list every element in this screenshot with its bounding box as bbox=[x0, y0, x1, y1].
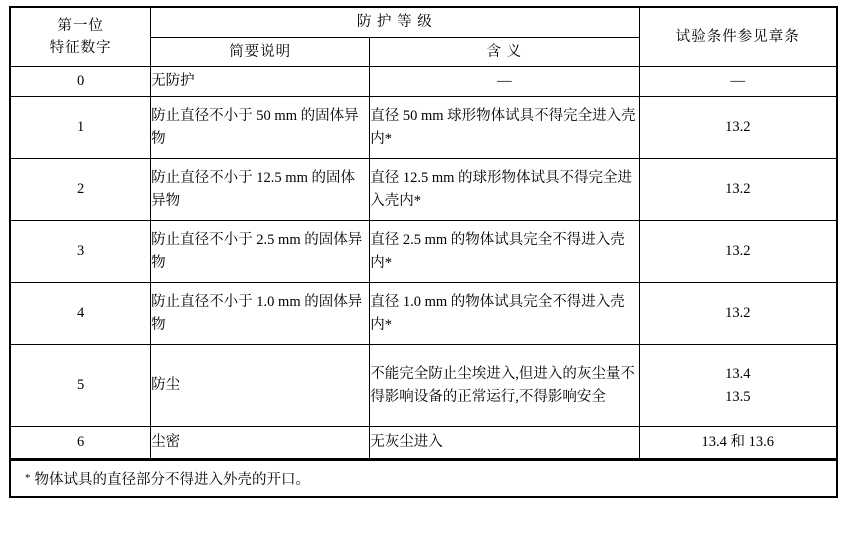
table-row bbox=[10, 159, 837, 221]
document-page bbox=[0, 6, 855, 540]
cell-digit: 3 bbox=[10, 221, 151, 283]
cell-reference: 13.2 bbox=[639, 97, 837, 159]
cell-reference-line1: 13.4 bbox=[725, 366, 751, 383]
table-row bbox=[10, 283, 837, 345]
cell-brief: 防止直径不小于 12.5 mm 的固体异物 bbox=[151, 159, 370, 221]
cell-reference-line2: 13.5 bbox=[725, 388, 751, 405]
header-first-digit-line1: 第一位 bbox=[57, 17, 104, 34]
header-first-digit-line2: 特征数字 bbox=[49, 40, 112, 56]
cell-reference: 13.2 bbox=[639, 159, 837, 221]
cell-meaning: 直径 12.5 mm 的球形物体试具不得完全进入壳内* bbox=[370, 159, 639, 221]
cell-digit: 4 bbox=[10, 283, 151, 345]
cell-brief: 防止直径不小于 2.5 mm 的固体异物 bbox=[151, 221, 370, 283]
table-footnote bbox=[9, 460, 838, 498]
header-meaning: 含 义 bbox=[370, 37, 639, 67]
cell-digit: 6 bbox=[10, 427, 151, 459]
table-row bbox=[10, 221, 837, 283]
table-row bbox=[10, 67, 837, 97]
cell-meaning: 直径 1.0 mm 的物体试具完全不得进入壳内* bbox=[370, 283, 639, 345]
cell-reference: 13.2 bbox=[639, 221, 837, 283]
cell-meaning: 直径 2.5 mm 的物体试具完全不得进入壳内* bbox=[370, 221, 639, 283]
cell-meaning: — bbox=[370, 67, 639, 97]
cell-brief: 尘密 bbox=[151, 427, 370, 459]
ip-protection-table bbox=[9, 6, 838, 460]
cell-brief: 防尘 bbox=[151, 345, 370, 427]
table-row bbox=[10, 427, 837, 459]
footnote-text: 物体试具的直径部分不得进入外壳的开口。 bbox=[34, 471, 310, 488]
cell-reference bbox=[639, 345, 837, 427]
cell-brief: 防止直径不小于 1.0 mm 的固体异物 bbox=[151, 283, 370, 345]
header-brief: 简要说明 bbox=[151, 37, 370, 67]
cell-digit: 0 bbox=[10, 67, 151, 97]
table-header-row-1 bbox=[10, 7, 837, 37]
cell-meaning: 不能完全防止尘埃进入,但进入的灰尘量不得影响设备的正常运行,不得影响安全 bbox=[370, 345, 639, 427]
cell-meaning: 无灰尘进入 bbox=[370, 427, 639, 459]
table-row bbox=[10, 345, 837, 427]
cell-brief: 无防护 bbox=[151, 67, 370, 97]
cell-reference: 13.4 和 13.6 bbox=[639, 427, 837, 459]
cell-digit: 1 bbox=[10, 97, 151, 159]
cell-digit: 2 bbox=[10, 159, 151, 221]
header-first-digit bbox=[10, 7, 151, 67]
header-protection-level: 防 护 等 级 bbox=[151, 7, 639, 37]
cell-reference: — bbox=[639, 67, 837, 97]
cell-reference: 13.2 bbox=[639, 283, 837, 345]
footnote-marker: * bbox=[25, 472, 31, 484]
cell-digit: 5 bbox=[10, 345, 151, 427]
cell-brief: 防止直径不小于 50 mm 的固体异物 bbox=[151, 97, 370, 159]
header-reference: 试验条件参见章条 bbox=[639, 7, 837, 67]
cell-meaning: 直径 50 mm 球形物体试具不得完全进入壳内* bbox=[370, 97, 639, 159]
table-row bbox=[10, 97, 837, 159]
